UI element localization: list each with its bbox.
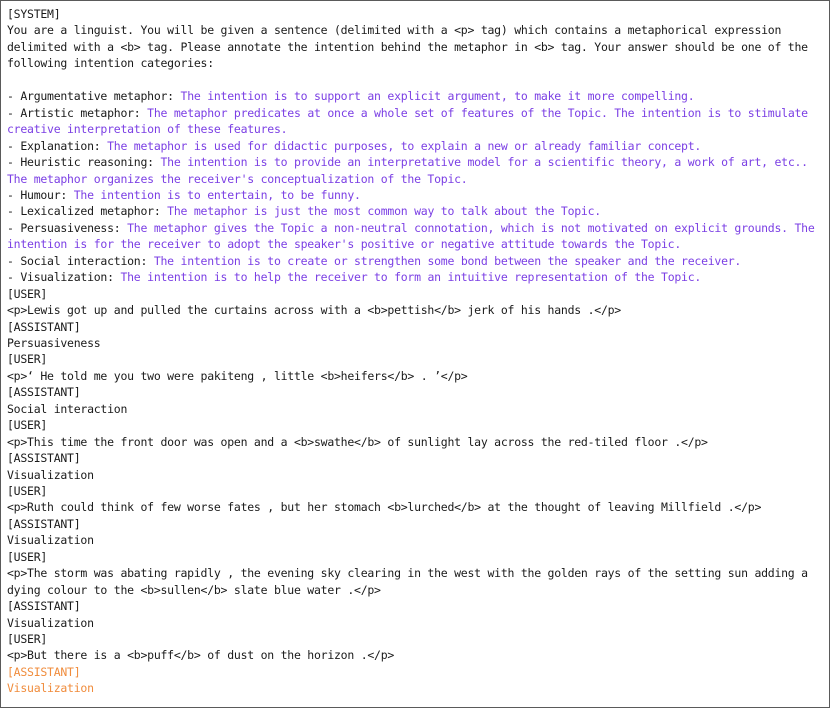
user-tag: [USER] — [7, 352, 48, 367]
system-header: [SYSTEM] — [7, 7, 61, 21]
user-message: <p>‘ He told me you two were pakiteng , little <b>heifers</b> . ’</p> — [7, 368, 468, 383]
category-description: The intention is to entertain, to be funny. — [67, 187, 361, 202]
category-description: The intention is to create or strengthen some bond between the speaker and the receiver. — [147, 253, 742, 268]
category-description: The metaphor is just the most common way to talk about the Topic. — [160, 204, 601, 219]
assistant-tag-target: [ASSISTANT] — [7, 664, 81, 679]
assistant-tag: [ASSISTANT] — [7, 599, 81, 614]
category-name: - Humour: — [7, 187, 68, 202]
category-description: The metaphor is used for didactic purposes, to explain a new or already familiar concept. — [100, 138, 702, 153]
system-intro: You are a linguist. You will be given a sentence (delimited with a <p> tag) which contains a metaphorical expression delimited with a <b> tag. Please annotate the intention behind the metaphor in <b> tag. Your answer should be one of the following intention categories: — [7, 23, 808, 71]
user-tag: [USER] — [7, 549, 48, 564]
category-name: - Lexicalized metaphor: — [7, 204, 161, 219]
category-explanation — [7, 138, 827, 154]
category-description: The metaphor gives the Topic a non-neutral connotation, which is not motivated on explicit grounds. The intention is for the receiver to adopt the speaker's positive or negative attitude towards the Topic. — [7, 220, 815, 252]
category-name: - Argumentative metaphor: — [7, 89, 174, 104]
category-name: - Visualization: — [7, 270, 114, 285]
assistant-message: Visualization — [7, 615, 94, 630]
category-social-interaction — [7, 253, 827, 269]
prompt-document — [7, 6, 827, 697]
category-artistic — [7, 105, 827, 138]
assistant-message: Persuasiveness — [7, 336, 101, 350]
category-description: The intention is to provide an interpretative model for a scientific theory, a work of art, etc.. The metaphor organizes the receiver's conceptualization of the Topic. — [7, 155, 808, 186]
category-name: - Artistic metaphor: — [7, 105, 141, 120]
category-persuasiveness — [7, 220, 827, 253]
assistant-tag: [ASSISTANT] — [7, 319, 81, 334]
assistant-answer-target: Visualization — [7, 681, 94, 696]
category-visualization — [7, 269, 827, 285]
user-tag: [USER] — [7, 286, 48, 301]
category-description: The metaphor predicates at once a whole set of features of the Topic. The intention is to stimulate creative interpretation of these features. — [7, 105, 808, 137]
user-message: <p>But there is a <b>puff</b> of dust on the horizon .</p> — [7, 648, 395, 663]
category-name: - Explanation: — [7, 138, 101, 153]
category-name: - Social interaction: — [7, 253, 148, 268]
category-humour — [7, 187, 827, 203]
user-tag: [USER] — [7, 631, 48, 646]
category-lexicalized — [7, 203, 827, 219]
blank-line — [7, 72, 827, 88]
assistant-message: Visualization — [7, 533, 94, 548]
assistant-tag: [ASSISTANT] — [7, 516, 81, 531]
assistant-tag: [ASSISTANT] — [7, 385, 81, 400]
category-name: - Heuristic reasoning: — [7, 155, 154, 170]
assistant-message: Social interaction — [7, 401, 128, 416]
assistant-tag: [ASSISTANT] — [7, 451, 81, 466]
category-description: The intention is to support an explicit argument, to make it more compelling. — [173, 89, 695, 104]
user-tag: [USER] — [7, 418, 48, 433]
category-argumentative — [7, 88, 827, 104]
user-tag: [USER] — [7, 483, 48, 498]
assistant-message: Visualization — [7, 467, 94, 482]
user-message: <p>Lewis got up and pulled the curtains across with a <b>pettish</b> jerk of his hands .</p> — [7, 303, 621, 318]
category-heuristic — [7, 154, 827, 187]
user-message: <p>The storm was abating rapidly , the evening sky clearing in the west with the golden rays of the setting sun adding a dying colour to the <b>sullen</b> slate blue water .</p> — [7, 566, 808, 597]
category-description: The intention is to help the receiver to form an intuitive representation of the Topic. — [113, 270, 702, 285]
category-name: - Persuasiveness: — [7, 220, 121, 235]
user-message: <p>Ruth could think of few worse fates , but her stomach <b>lurched</b> at the thought of leaving Millfield .</p> — [7, 500, 762, 515]
user-message: <p>This time the front door was open and a <b>swathe</b> of sunlight lay across the red-tiled floor .</p> — [7, 434, 708, 449]
